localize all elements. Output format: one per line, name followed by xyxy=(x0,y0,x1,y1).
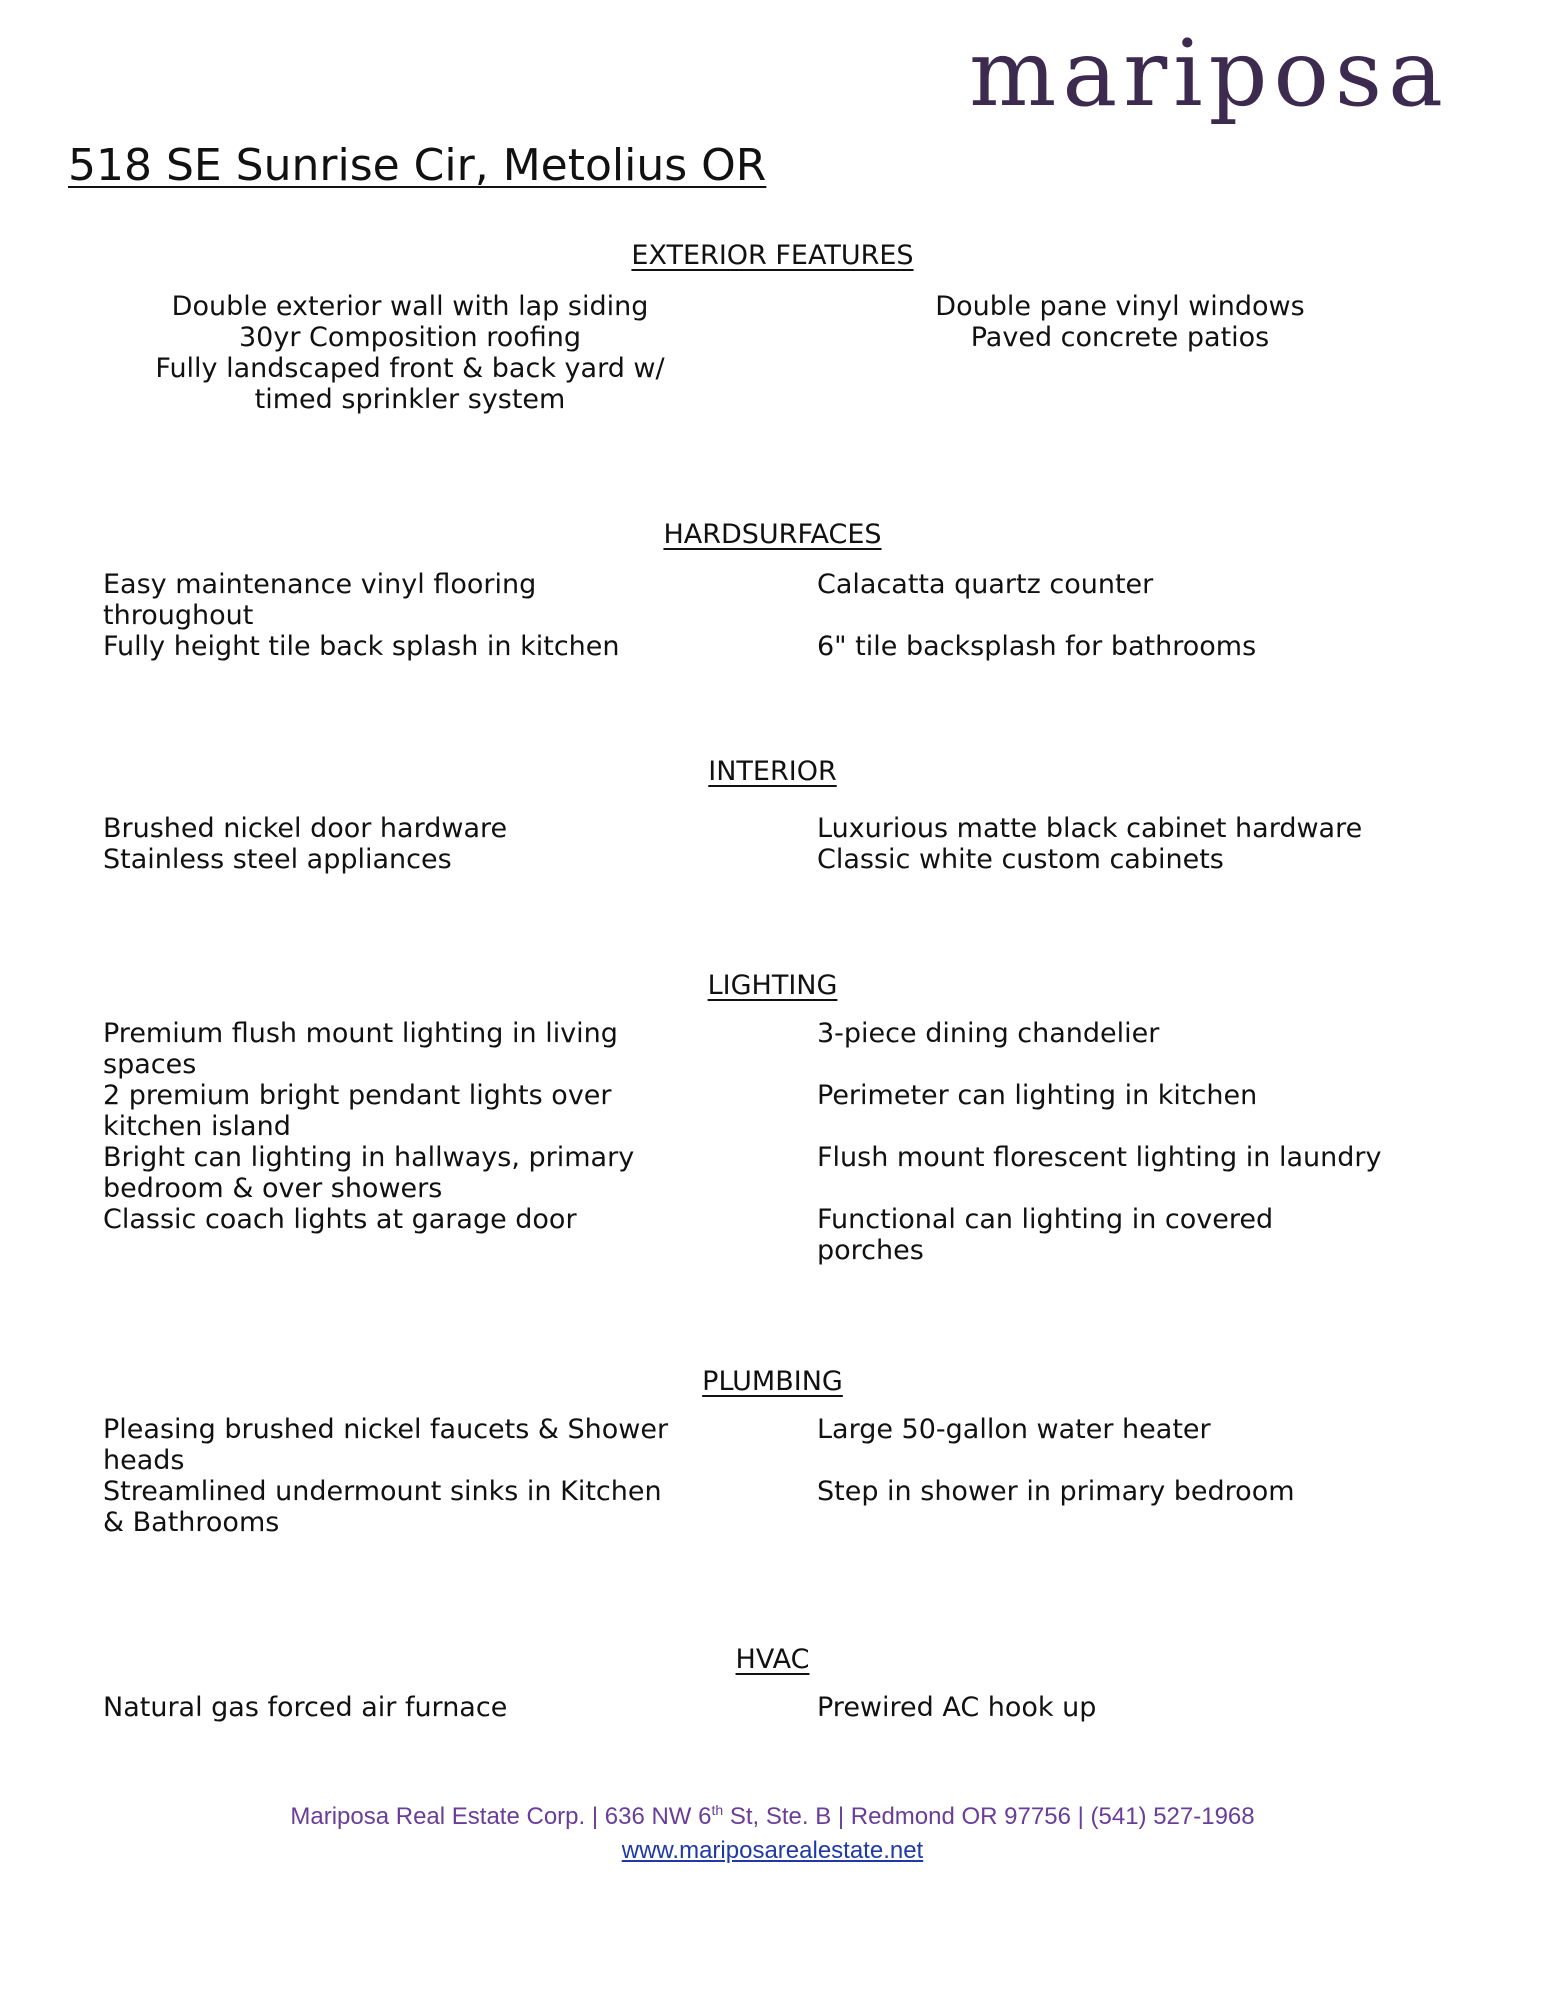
list-item: Large 50-gallon water heater xyxy=(817,1414,1211,1445)
exterior-right-column xyxy=(880,291,1360,353)
company-name: Mariposa Real Estate Corp. xyxy=(290,1803,586,1830)
list-item: Classic coach lights at garage door xyxy=(103,1204,577,1235)
list-item: Calacatta quartz counter xyxy=(817,569,1154,600)
list-item: Flush mount florescent lighting in laundry xyxy=(817,1142,1382,1173)
list-item: Stainless steel appliances xyxy=(103,844,452,875)
interior-right-column xyxy=(817,813,1497,875)
list-item: Bright can lighting in hallways, primary bedroom & over showers xyxy=(103,1142,635,1204)
list-item: Paved concrete patios xyxy=(970,322,1270,353)
list-item: Perimeter can lighting in kitchen xyxy=(817,1080,1258,1111)
interior-left-column xyxy=(103,813,723,875)
address-number: 636 NW 6 xyxy=(604,1803,712,1830)
list-item: Functional can lighting in covered porches xyxy=(817,1204,1274,1266)
separator: | xyxy=(585,1803,605,1830)
exterior-left-column xyxy=(100,291,720,415)
list-item: Pleasing brushed nickel faucets & Shower heads xyxy=(103,1414,669,1476)
list-item: 6" tile backsplash for bathrooms xyxy=(817,631,1257,662)
plumbing-right-column xyxy=(817,1414,1457,1507)
list-item: Prewired AC hook up xyxy=(817,1692,1097,1723)
section-heading-plumbing: PLUMBING xyxy=(702,1366,843,1397)
city-state-zip: Redmond OR 97756 xyxy=(850,1803,1071,1830)
page-title: 518 SE Sunrise Cir, Metolius OR xyxy=(68,140,767,191)
list-item: 3-piece dining chandelier xyxy=(817,1018,1160,1049)
footer-contact-line xyxy=(0,1802,1545,1831)
list-item: Classic white custom cabinets xyxy=(817,844,1224,875)
street-address xyxy=(605,1803,831,1830)
ordinal-suffix: th xyxy=(711,1802,724,1818)
list-item: Easy maintenance vinyl flooring throughout xyxy=(103,569,537,631)
lighting-right-column xyxy=(817,1018,1507,1266)
list-item: Brushed nickel door hardware xyxy=(103,813,508,844)
lighting-left-column xyxy=(103,1018,743,1235)
hvac-right-column xyxy=(817,1692,1457,1723)
list-item: 2 premium bright pendant lights over kitchen island xyxy=(103,1080,612,1142)
hvac-left-column xyxy=(103,1692,723,1723)
list-item: Streamlined undermount sinks in Kitchen & Bathrooms xyxy=(103,1476,662,1538)
list-item: Double pane vinyl windows xyxy=(935,291,1305,322)
separator: | xyxy=(831,1803,851,1830)
section-heading-exterior: EXTERIOR FEATURES xyxy=(631,240,914,271)
list-item: Luxurious matte black cabinet hardware xyxy=(817,813,1363,844)
list-item: Double exterior wall with lap siding xyxy=(171,291,649,322)
footer xyxy=(0,1802,1545,1865)
section-heading-lighting: LIGHTING xyxy=(707,970,838,1001)
list-item: Fully height tile back splash in kitchen xyxy=(103,631,620,662)
list-item: timed sprinkler system xyxy=(254,384,566,415)
list-item: 30yr Composition roofing xyxy=(238,322,582,353)
website-link[interactable]: www.mariposarealestate.net xyxy=(621,1837,924,1864)
section-heading-interior: INTERIOR xyxy=(708,756,837,787)
section-heading-hvac: HVAC xyxy=(735,1644,810,1675)
section-heading-hardsurfaces: HARDSURFACES xyxy=(663,519,882,550)
list-item: Premium flush mount lighting in living spaces xyxy=(103,1018,618,1080)
plumbing-left-column xyxy=(103,1414,763,1538)
list-item: Natural gas forced air furnace xyxy=(103,1692,508,1723)
hardsurfaces-right-column xyxy=(817,569,1457,662)
separator: | xyxy=(1070,1803,1091,1830)
hardsurfaces-left-column xyxy=(103,569,723,662)
list-item: Step in shower in primary bedroom xyxy=(817,1476,1295,1507)
address-street: St, Ste. B xyxy=(723,1803,832,1830)
list-item: Fully landscaped front & back yard w/ xyxy=(155,353,665,384)
logo: mariposa xyxy=(969,20,1449,127)
phone-number: (541) 527-1968 xyxy=(1090,1803,1255,1830)
